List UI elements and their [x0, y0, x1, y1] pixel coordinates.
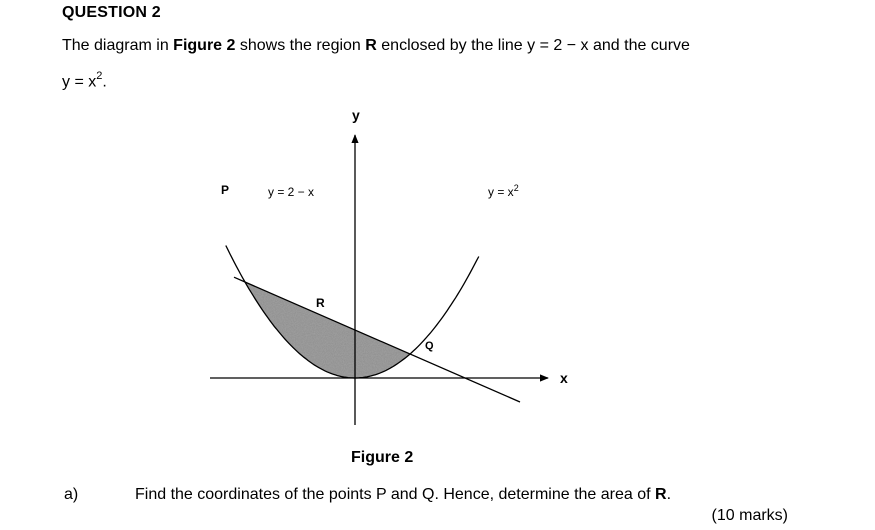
intro-line-equation: y = 2 − x: [527, 37, 589, 54]
curve-label-exponent: 2: [513, 183, 519, 193]
region-r-label: R: [316, 296, 325, 310]
intro-post: enclosed by the line: [376, 37, 528, 54]
axis-x-label: x: [560, 370, 568, 386]
point-p-label: P: [221, 183, 230, 197]
part-a-text-end: .: [666, 486, 672, 503]
curve-eq-end: .: [102, 73, 107, 91]
part-a-region-ref: R: [655, 486, 667, 503]
intro-and: and the curve: [588, 37, 690, 54]
curve-eq-exponent: 2: [96, 70, 103, 82]
intro-region-ref: R: [365, 37, 377, 54]
line-y-2-minus-x: [234, 277, 520, 402]
intro-pre: The diagram in: [62, 37, 174, 54]
question-title: QUESTION 2: [62, 4, 161, 21]
part-a-label: a): [64, 486, 79, 503]
curve-eq-base: y = x: [62, 73, 97, 91]
region-r-shading: [245, 282, 410, 378]
part-a-text: Find the coordinates of the points P and Q. Hence, determine the area of: [135, 486, 656, 503]
intro-figure-ref: Figure 2: [173, 37, 236, 54]
marks-allocation: (10 marks): [711, 507, 788, 524]
curve-label-base: y = x: [488, 185, 514, 199]
curve-equation-label: [488, 183, 519, 199]
part-a-question: [135, 486, 671, 504]
figure-caption: Figure 2: [351, 449, 414, 466]
line-equation-label: y = 2 − x: [268, 185, 315, 199]
intro-mid: shows the region: [235, 37, 366, 54]
axis-y-label: y: [352, 107, 360, 123]
point-q-label: Q: [425, 340, 434, 352]
